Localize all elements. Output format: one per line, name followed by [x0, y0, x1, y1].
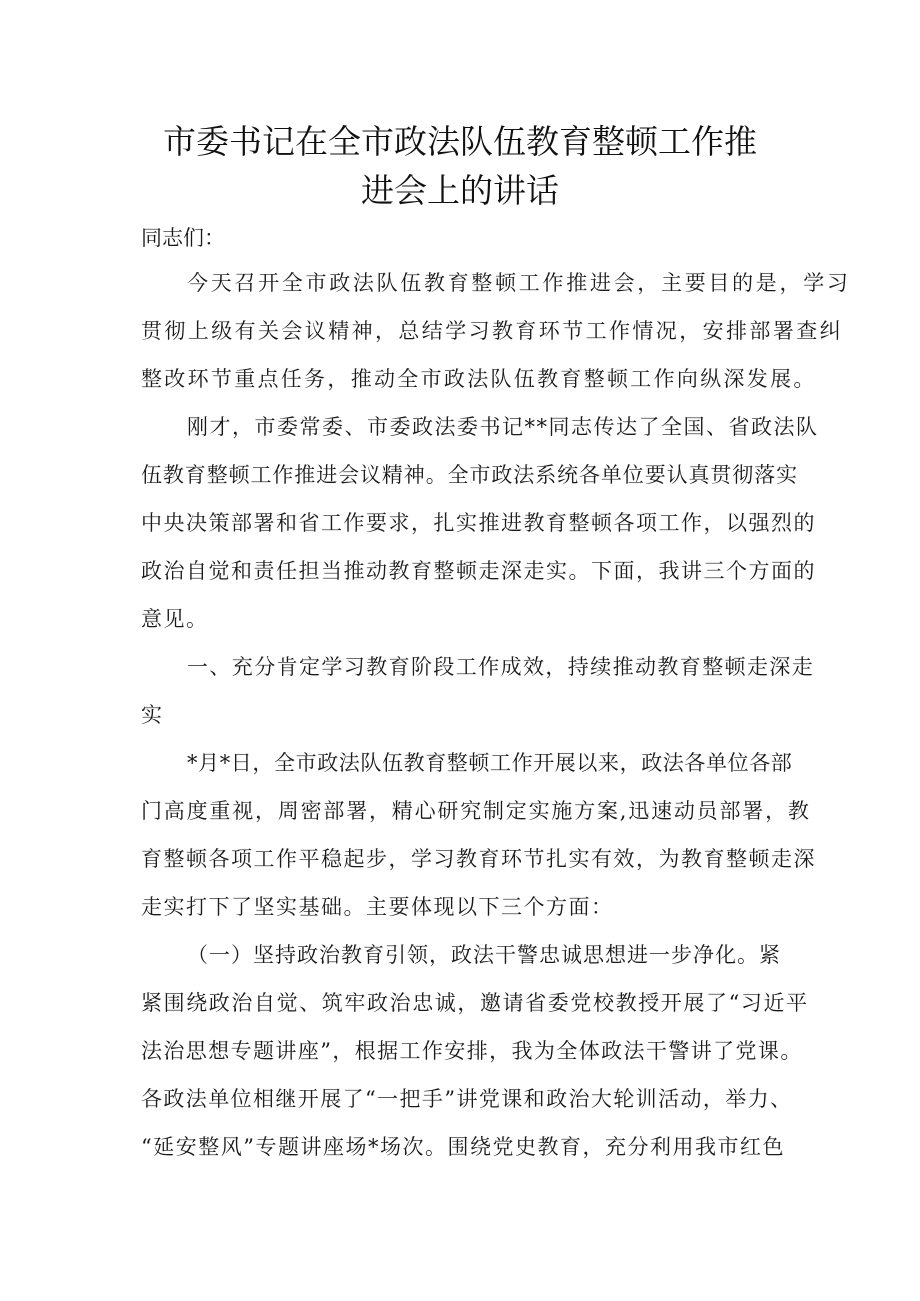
- document-title-line-1: 市委书记在全市政法队伍教育整顿工作推: [163, 122, 757, 161]
- document-title-line-2: 进会上的讲话: [361, 171, 559, 210]
- paragraph-line: 贯彻上级有关会议精神，总结学习教育环节工作情况，安排部署查纠: [141, 319, 843, 343]
- section-heading: 一、充分肯定学习教育阶段工作成效，持续推动教育整顿走深走: [187, 655, 815, 679]
- paragraph-line: 各政法单位相继开展了“一把手”讲党课和政治大轮训活动，举力、: [141, 1087, 793, 1111]
- paragraph-line: 育整顿各项工作平稳起步，学习教育环节扎实有效，为教育整顿走深: [141, 847, 816, 871]
- paragraph-line: 紧围绕政治自觉、筑牢政治忠诚，邀请省委党校教授开展了“习近平: [141, 991, 809, 1015]
- paragraph-line: 今天召开全市政法队伍教育整顿工作推进会，主要目的是，学习: [187, 271, 851, 295]
- paragraph-line: 整改环节重点任务，推动全市政法队伍教育整顿工作向纵深发展。: [141, 367, 817, 391]
- paragraph-line: *月*日，全市政法队伍教育整顿工作开展以来，政法各单位各部: [187, 751, 793, 775]
- paragraph-line: “延安整风”专题讲座场*场次。围绕党史教育，充分利用我市红色: [141, 1135, 785, 1159]
- subsection-heading: （一）坚持政治教育引领，政法干警忠诚思想进一步净化。紧: [187, 943, 781, 967]
- paragraph-line: 法治思想专题讲座”，根据工作安排，我为全体政法干警讲了党课。: [141, 1039, 803, 1063]
- paragraph-line: 政治自觉和责任担当推动教育整顿走深走实。下面，我讲三个方面的: [141, 559, 816, 583]
- paragraph-line: 门高度重视，周密部署，精心研究制定实施方案,迅速动员部署，教: [141, 799, 811, 823]
- paragraph-line: 中央决策部署和省工作要求，扎实推进教育整顿各项工作，以强烈的: [141, 511, 816, 535]
- paragraph-line: 走实打下了坚实基础。主要体现以下三个方面：: [141, 895, 614, 919]
- salutation: 同志们：: [141, 226, 225, 250]
- paragraph-line: 刚才，市委常委、市委政法委书记**同志传达了全国、省政法队: [187, 415, 819, 439]
- paragraph-line: 意见。: [141, 607, 209, 631]
- paragraph-line: 伍教育整顿工作推进会议精神。全市政法系统各单位要认真贯彻落实: [141, 463, 798, 487]
- section-heading-continued: 实: [141, 703, 162, 727]
